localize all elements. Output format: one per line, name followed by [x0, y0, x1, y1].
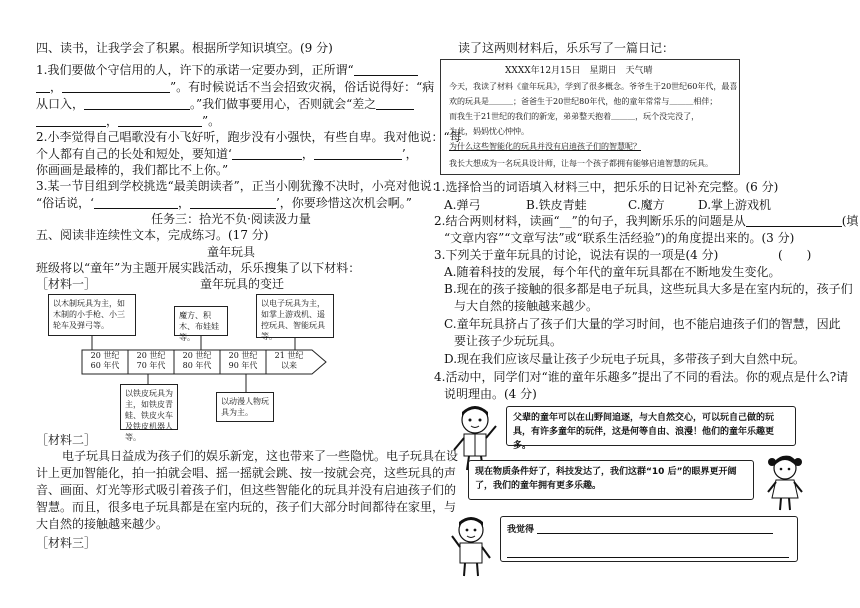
r-q4-line2: 说明理由。(4 分)	[444, 387, 537, 401]
material2-line1: 电子玩具日益成为孩子们的娱乐新宠，这也带来了一些隐忧。电子玩具在设	[62, 449, 459, 463]
r-q4-line1: 4.活动中，同学们对“谁的童年乐趣多”提出了不同的看法。你的观点是什么?请	[434, 370, 849, 384]
blank[interactable]	[36, 114, 106, 127]
r-q1-option-b[interactable]: B.铁皮青蛙	[526, 198, 587, 212]
timeline-box-70s: 以铁皮玩具为主，如铁皮青蛙、铁皮火车及铁皮机器人等。	[120, 384, 178, 430]
blank[interactable]	[62, 80, 170, 93]
answer-line-2[interactable]	[507, 545, 789, 558]
material2-line2: 计上更加智能化，拍一拍就会唱、摇一摇就会跳、按一按就会亮，这些玩具的声	[36, 466, 457, 480]
timeline-cell-80s: 20 世纪 80 年代	[182, 351, 212, 370]
r-q3-option-a[interactable]: A.随着科技的发展，每个年代的童年玩具都在不断地发生变化。	[444, 265, 781, 279]
diary-header: XXXX年12月15日 星期日 天气晴	[505, 66, 653, 76]
q2-line2: 个人都有自己的长处和短处，要知道‘ ， ’，	[36, 147, 418, 161]
student-figure-icon	[448, 514, 494, 578]
diary-line: 为此，妈妈忧心忡忡。	[449, 127, 529, 136]
r-q3-option-b[interactable]: B.现在的孩子接触的很多都是电子玩具，这些玩具大多是在室内玩的，孩子们	[444, 282, 853, 296]
blank[interactable]	[232, 147, 302, 160]
blank[interactable]	[314, 147, 402, 160]
speech-bubble-1: 父辈的童年可以在山野间追逐，与大自然交心，可以玩自己做的玩具，有许多童年的玩伴，这是何等自由、浪漫！他们的童年乐趣更多。	[506, 406, 796, 446]
timeline-cell-21c: 21 世纪 以来	[274, 351, 304, 370]
diary-intro: 读了这两则材料后，乐乐写了一篇日记：	[458, 41, 675, 55]
timeline-cell-90s: 20 世纪 90 年代	[228, 351, 258, 370]
material1-label: ［材料一］	[36, 277, 97, 291]
timeline-box-90s: 以动漫人物玩具为主。	[216, 392, 274, 422]
timeline-box-80s: 魔方、积木、布娃娃等。	[174, 306, 228, 336]
blank[interactable]	[118, 114, 202, 127]
diary-box	[440, 59, 740, 175]
diary-line: 而我生于21世纪的我们的新宠，弟弟整天抱着＿＿＿，玩个没完没了，	[449, 112, 700, 121]
material2-line3: 音、画面、灯光等形式吸引着孩子们，但这些智能化的玩具并没有启迪孩子们的	[36, 483, 457, 497]
r-q1-option-a[interactable]: A.弹弓	[444, 198, 481, 212]
material2-line4: 智慧。而且，很多电子玩具都是在室内玩的，孩子们大部分时间都待在家里，与	[36, 500, 457, 514]
timeline-box-21c: 以电子玩具为主，如掌上游戏机、遥控玩具、智能玩具等。	[256, 294, 334, 338]
blank[interactable]	[746, 214, 842, 227]
girl-figure-icon	[760, 452, 810, 512]
q1-line3: 从口入， 。”我们做事要用心，否则就会“差之	[36, 96, 414, 112]
article-title: 童年玩具	[206, 245, 255, 259]
r-q2-line2: “文章内容”“文章写法”或“联系生活经验”)的角度提出来的。(3 分)	[444, 231, 795, 245]
diary-line: 今天，我读了材料《童年玩具》，学到了很多概念。爷爷生于20世纪60年代，最喜	[449, 82, 738, 91]
timeline-cell-60s: 20 世纪 60 年代	[90, 351, 120, 370]
r-q3-answer-paren[interactable]: ( )	[778, 248, 812, 262]
speech-bubble-2: 现在物质条件好了，科技发达了，我们这群“10 后”的眼界更开阔了，我们的童年拥有更多乐趣。	[468, 460, 754, 500]
intro-text: 班级将以“童年”为主题开展实践活动，乐乐搜集了以下材料：	[36, 261, 361, 275]
material2-line5: 大自然的接触越来越少。	[36, 517, 169, 531]
timeline-box-60s: 以木制玩具为主，如木制的小手枪、小三轮车及弹弓等。	[48, 294, 136, 336]
q2-line3: 你画画是最棒的，我们都比不上你。”	[36, 163, 229, 177]
answer-line-1[interactable]	[537, 521, 773, 534]
diary-underlined-question: 为什么这些智能化的玩具并没有启迪孩子们的智慧呢？	[449, 142, 641, 151]
r-q3-option-c[interactable]: C.童年玩具挤占了孩子们大量的学习时间，也不能启迪孩子们的智慧，因此	[444, 317, 841, 331]
blank[interactable]	[94, 196, 178, 209]
q3-line2: “俗话说，‘ ， ’，你要珍惜这次机会啊。”	[36, 196, 412, 210]
q1-line1: 1.我们要做个守信用的人，许下的承诺一定要办到，正所谓“	[36, 62, 418, 78]
r-q2-line1: 2.结合两则材料，读画“__”的句子，我判断乐乐的问题是从 (填	[434, 214, 859, 228]
answer-line-2-wrap	[507, 545, 791, 561]
material3-label: ［材料三］	[36, 536, 97, 550]
timeline-cell-70s: 20 世纪 70 年代	[136, 351, 166, 370]
diary-line: 我长大想成为一名玩具设计师，让每一个孩子都拥有能够启迪智慧的玩具。	[449, 159, 713, 168]
r-q3: 3.下列关于童年玩具的讨论，说法有误的一项是(4 分)	[434, 248, 719, 262]
blank[interactable]	[190, 196, 276, 209]
section4-title: 四、读书，让我学会了积累。根据所学知识填空。(9 分)	[36, 41, 333, 55]
q1-line4: ， ”。	[36, 113, 220, 129]
r-q3-option-d[interactable]: D.现在我们应该尽量让孩子少玩电子玩具，多带孩子到大自然中玩。	[444, 352, 806, 366]
blank[interactable]	[354, 63, 418, 76]
blank[interactable]	[36, 80, 50, 93]
q2-line1: 2.小李觉得自己唱歌没有小飞好听，跑步没有小强快，有些自卑。我对他说：“每	[36, 130, 462, 144]
answer-bubble	[500, 516, 798, 562]
r-q1-option-c[interactable]: C.魔方	[628, 198, 665, 212]
r-q1: 1.选择恰当的词语填入材料三中，把乐乐的日记补充完整。(6 分)	[434, 180, 779, 194]
diary-line: 欢的玩具是＿＿＿；爸爸生于20世纪80年代，他的童年常常与＿＿＿相伴；	[449, 97, 718, 106]
q3-line1: 3.某一节目组到学校挑选“最美朗读者”，正当小刚犹豫不决时，小亮对他说：	[36, 179, 444, 193]
section5-title: 五、阅读非连续性文本，完成练习。(17 分)	[36, 228, 269, 242]
r-q3-option-c-cont: 要让孩子少玩玩具。	[454, 334, 563, 348]
r-q3-option-b-cont: 与大自然的接触越来越少。	[454, 299, 599, 313]
blank[interactable]	[84, 97, 190, 110]
answer-bubble-label: 我觉得	[507, 525, 535, 535]
r-q1-option-d[interactable]: D.掌上游戏机	[698, 198, 772, 212]
material1-title: 童年玩具的变迁	[200, 277, 285, 291]
task3-title: 任务三：拾光不负·阅读汲力量	[151, 212, 311, 226]
q1-line2: ， ”。有时候说话不当会招致灾祸，俗话说得好：“病	[36, 79, 434, 95]
blank[interactable]	[376, 97, 414, 110]
material2-label: ［材料二］	[36, 433, 97, 447]
